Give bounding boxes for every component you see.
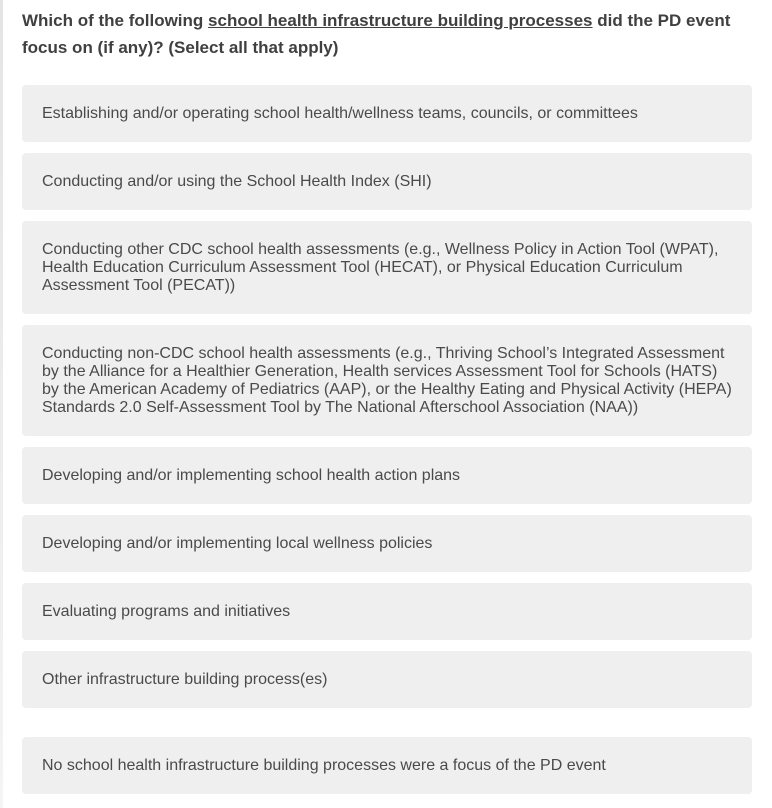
option-evaluating-programs[interactable] bbox=[22, 583, 752, 640]
option-other[interactable] bbox=[22, 651, 752, 708]
left-edge-shadow bbox=[0, 0, 3, 808]
option-teams-councils[interactable] bbox=[22, 85, 752, 142]
question-prefix: Which of the following bbox=[22, 11, 209, 30]
option-wellness-policies[interactable] bbox=[22, 515, 752, 572]
option-label: Conducting non-CDC school health assessments (e.g., Thriving School’s Integrated Assessment by the Alliance for a Healthier Generation, Health services Assessment Tool for Schools (HATS) by the American Academy of Pediatrics (AAP), or the Healthy Eating and Physical Activity (HEPA) Standards 2.0 Self-Assessment Tool by The National Afterschool Association (NAA)) bbox=[42, 344, 732, 416]
option-label: Conducting and/or using the School Health Index (SHI) bbox=[42, 172, 432, 190]
option-label: Developing and/or implementing local wellness policies bbox=[42, 534, 433, 552]
option-shi[interactable] bbox=[22, 153, 752, 210]
option-label: Conducting other CDC school health assessments (e.g., Wellness Policy in Action Tool (WPAT), Health Education Curriculum Assessment Tool (HECAT), or Physical Education Curriculum Assessment Tool (PECAT)) bbox=[42, 240, 719, 294]
option-action-plans[interactable] bbox=[22, 447, 752, 504]
option-none[interactable] bbox=[22, 737, 752, 794]
question-suffix: did the PD event focus on (if any)? (Select all that apply) bbox=[22, 11, 731, 57]
option-label: No school health infrastructure building processes were a focus of the PD event bbox=[42, 756, 606, 774]
option-label: Evaluating programs and initiatives bbox=[42, 602, 291, 620]
option-label: Establishing and/or operating school health/wellness teams, councils, or committees bbox=[42, 104, 638, 122]
option-cdc-assessments[interactable] bbox=[22, 221, 752, 314]
question-text bbox=[22, 7, 742, 61]
question-emphasis: school health infrastructure building processes bbox=[208, 11, 593, 30]
option-label: Developing and/or implementing school health action plans bbox=[42, 466, 461, 484]
option-label: Other infrastructure building process(es) bbox=[42, 670, 328, 688]
option-non-cdc-assessments[interactable] bbox=[22, 325, 752, 436]
